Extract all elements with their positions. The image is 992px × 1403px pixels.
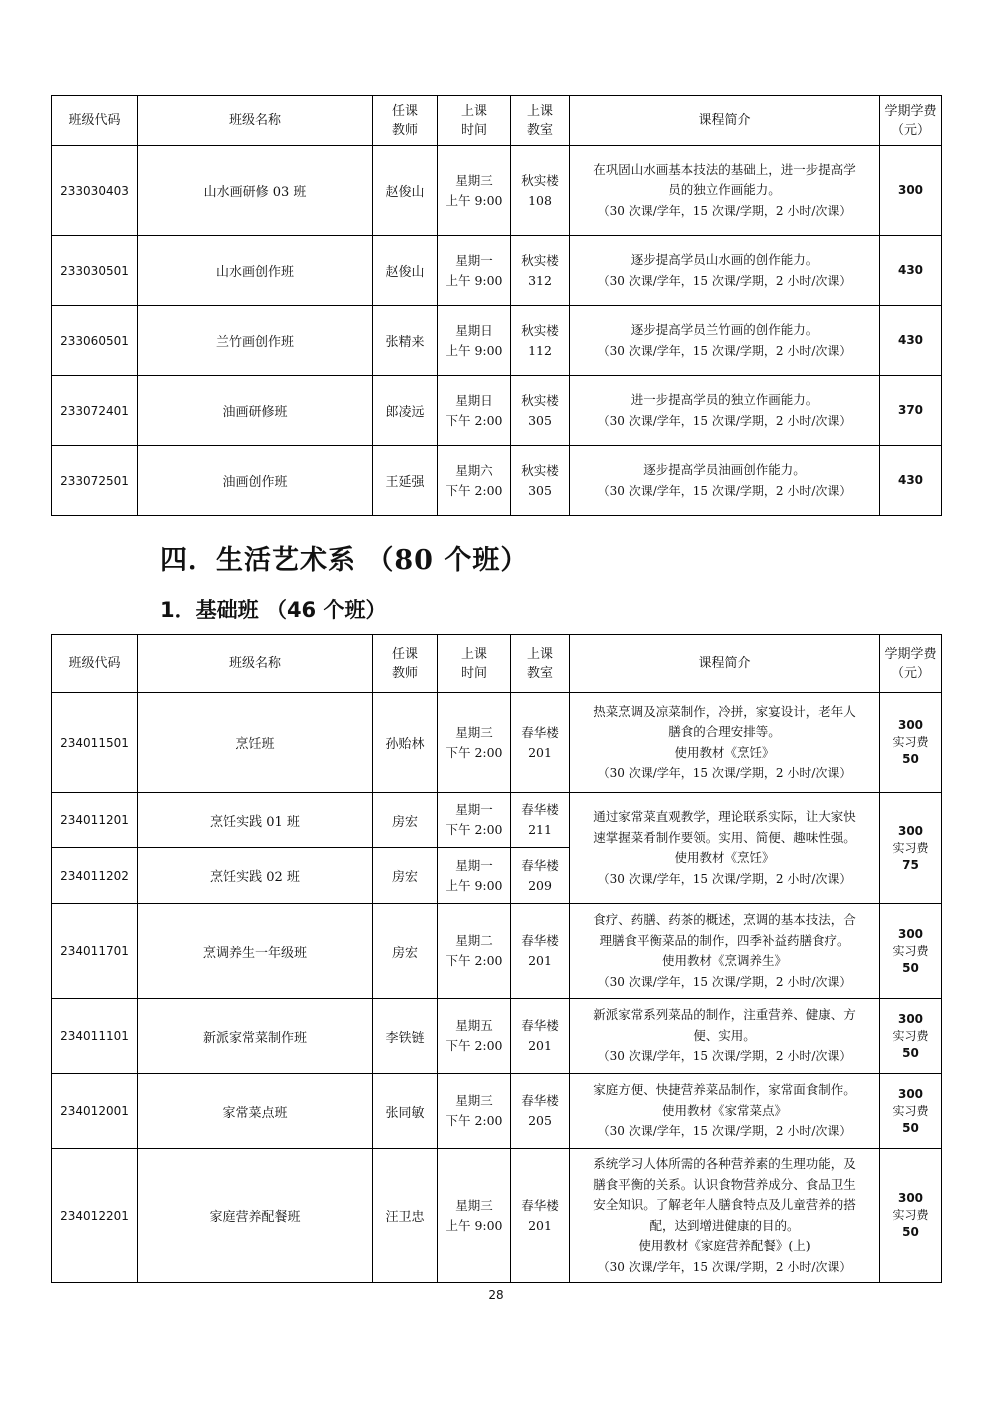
course-description: 通过家常菜直观教学，理论联系实际，让大家快 速掌握菜肴制作要领。实用、简便、趣味性强。 使用教材《烹饪》 （30 次课/学年，15 次课/学期，2 小时/次课） [570,793,880,904]
table-row [52,1074,942,1149]
table-header-row [52,96,942,146]
table-row [52,693,942,793]
class-name: 山水画研修 03 班 [138,146,373,236]
header-time: 上课 时间 [438,635,511,693]
course-table-life-art [51,634,942,1283]
class-code: 233030501 [52,236,138,306]
classroom: 春华楼 201 [511,999,570,1074]
teacher: 赵俊山 [373,146,438,236]
class-time: 星期二 下午 2:00 [438,904,511,999]
class-time: 星期三 上午 9:00 [438,1149,511,1283]
class-code: 233030403 [52,146,138,236]
class-code: 233060501 [52,306,138,376]
class-name: 烹调养生一年级班 [138,904,373,999]
class-code: 234011501 [52,693,138,793]
table-row [52,999,942,1074]
classroom: 秋实楼 305 [511,376,570,446]
teacher: 房宏 [373,904,438,999]
header-teacher: 任课 教师 [373,635,438,693]
class-code: 234011101 [52,999,138,1074]
teacher: 孙贻林 [373,693,438,793]
tuition-fee: 430 [880,306,942,376]
course-description: 食疗、药膳、药茶的概述，烹调的基本技法，合 理膳食平衡菜品的制作，四季补益药膳食疗。 使用教材《烹调养生》 （30 次课/学年，15 次课/学期，2 小时/次课） [570,904,880,999]
header-name: 班级名称 [138,635,373,693]
classroom: 春华楼 201 [511,693,570,793]
class-name: 油画研修班 [138,376,373,446]
tuition-fee: 300 实习费 50 [880,904,942,999]
subsection-title: 1．基础班 （46 个班） [160,597,387,622]
class-time: 星期五 下午 2:00 [438,999,511,1074]
header-fee: 学期学费 （元） [880,635,942,693]
class-name: 家庭营养配餐班 [138,1149,373,1283]
course-description: 系统学习人体所需的各种营养素的生理功能，及 膳食平衡的关系。认识食物营养成分、食品卫生 安全知识。了解老年人膳食特点及儿童营养的搭 配，达到增进健康的目的。 使用教材《家庭营养配餐》(上) （30 次课/学年，15 次课/学期，2 小时/次课） [570,1149,880,1283]
classroom: 春华楼 201 [511,904,570,999]
page-number: 28 [488,1288,504,1302]
section-title: 四．生活艺术系 （80 个班） [160,545,529,576]
course-description: 逐步提高学员兰竹画的创作能力。 （30 次课/学年，15 次课/学期，2 小时/次课） [570,306,880,376]
class-name: 烹饪班 [138,693,373,793]
course-description: 热菜烹调及凉菜制作，冷拼，家宴设计，老年人 膳食的合理安排等。 使用教材《烹饪》 （30 次课/学年，15 次课/学期，2 小时/次课） [570,693,880,793]
class-name: 油画创作班 [138,446,373,516]
class-name: 兰竹画创作班 [138,306,373,376]
class-name: 烹饪实践 02 班 [138,848,373,904]
teacher: 赵俊山 [373,236,438,306]
classroom: 秋实楼 112 [511,306,570,376]
teacher: 房宏 [373,793,438,848]
class-code: 234012201 [52,1149,138,1283]
course-description: 新派家常系列菜品的制作，注重营养、健康、方 便、实用。 （30 次课/学年，15 次课/学期，2 小时/次课） [570,999,880,1074]
class-time: 星期日 下午 2:00 [438,376,511,446]
table-row [52,376,942,446]
tuition-fee: 430 [880,446,942,516]
table-row [52,146,942,236]
teacher: 王延强 [373,446,438,516]
course-description: 逐步提高学员山水画的创作能力。 （30 次课/学年，15 次课/学期，2 小时/次课） [570,236,880,306]
class-time: 星期一 下午 2:00 [438,793,511,848]
tuition-fee: 300 [880,146,942,236]
class-code: 234012001 [52,1074,138,1149]
teacher: 房宏 [373,848,438,904]
header-desc: 课程简介 [570,96,880,146]
class-time: 星期三 下午 2:00 [438,693,511,793]
table-row [52,446,942,516]
class-time: 星期日 上午 9:00 [438,306,511,376]
header-room: 上课 教室 [511,96,570,146]
header-code: 班级代码 [52,635,138,693]
tuition-fee: 430 [880,236,942,306]
header-teacher: 任课 教师 [373,96,438,146]
class-time: 星期六 下午 2:00 [438,446,511,516]
classroom: 秋实楼 108 [511,146,570,236]
teacher: 李铁链 [373,999,438,1074]
classroom: 春华楼 209 [511,848,570,904]
teacher: 张同敏 [373,1074,438,1149]
class-time: 星期三 下午 2:00 [438,1074,511,1149]
tuition-fee: 370 [880,376,942,446]
course-description: 进一步提高学员的独立作画能力。 （30 次课/学年，15 次课/学期，2 小时/次课） [570,376,880,446]
header-desc: 课程简介 [570,635,880,693]
teacher: 汪卫忠 [373,1149,438,1283]
table-row [52,236,942,306]
tuition-fee: 300 实习费 50 [880,693,942,793]
tuition-fee: 300 实习费 75 [880,793,942,904]
class-name: 新派家常菜制作班 [138,999,373,1074]
tuition-fee: 300 实习费 50 [880,1074,942,1149]
class-code: 234011201 [52,793,138,848]
table-header-row [52,635,942,693]
table-row [52,306,942,376]
header-time: 上课 时间 [438,96,511,146]
table-row [52,793,942,848]
course-description: 在巩固山水画基本技法的基础上，进一步提高学 员的独立作画能力。 （30 次课/学年，15 次课/学期，2 小时/次课） [570,146,880,236]
course-description: 逐步提高学员油画创作能力。 （30 次课/学年，15 次课/学期，2 小时/次课） [570,446,880,516]
class-name: 烹饪实践 01 班 [138,793,373,848]
teacher: 张精来 [373,306,438,376]
class-code: 234011701 [52,904,138,999]
course-description: 家庭方便、快捷营养菜品制作，家常面食制作。 使用教材《家常菜点》 （30 次课/学年，15 次课/学期，2 小时/次课） [570,1074,880,1149]
header-room: 上课 教室 [511,635,570,693]
class-code: 233072401 [52,376,138,446]
header-fee: 学期学费 （元） [880,96,942,146]
class-time: 星期一 上午 9:00 [438,848,511,904]
class-time: 星期一 上午 9:00 [438,236,511,306]
classroom: 春华楼 205 [511,1074,570,1149]
class-name: 家常菜点班 [138,1074,373,1149]
classroom: 春华楼 201 [511,1149,570,1283]
header-name: 班级名称 [138,96,373,146]
teacher: 郎凌远 [373,376,438,446]
classroom: 秋实楼 305 [511,446,570,516]
tuition-fee: 300 实习费 50 [880,999,942,1074]
classroom: 秋实楼 312 [511,236,570,306]
classroom: 春华楼 211 [511,793,570,848]
table-row [52,1149,942,1283]
class-name: 山水画创作班 [138,236,373,306]
tuition-fee: 300 实习费 50 [880,1149,942,1283]
class-code: 233072501 [52,446,138,516]
class-time: 星期三 上午 9:00 [438,146,511,236]
class-code: 234011202 [52,848,138,904]
table-row [52,904,942,999]
header-code: 班级代码 [52,96,138,146]
course-table-painting [51,95,942,516]
